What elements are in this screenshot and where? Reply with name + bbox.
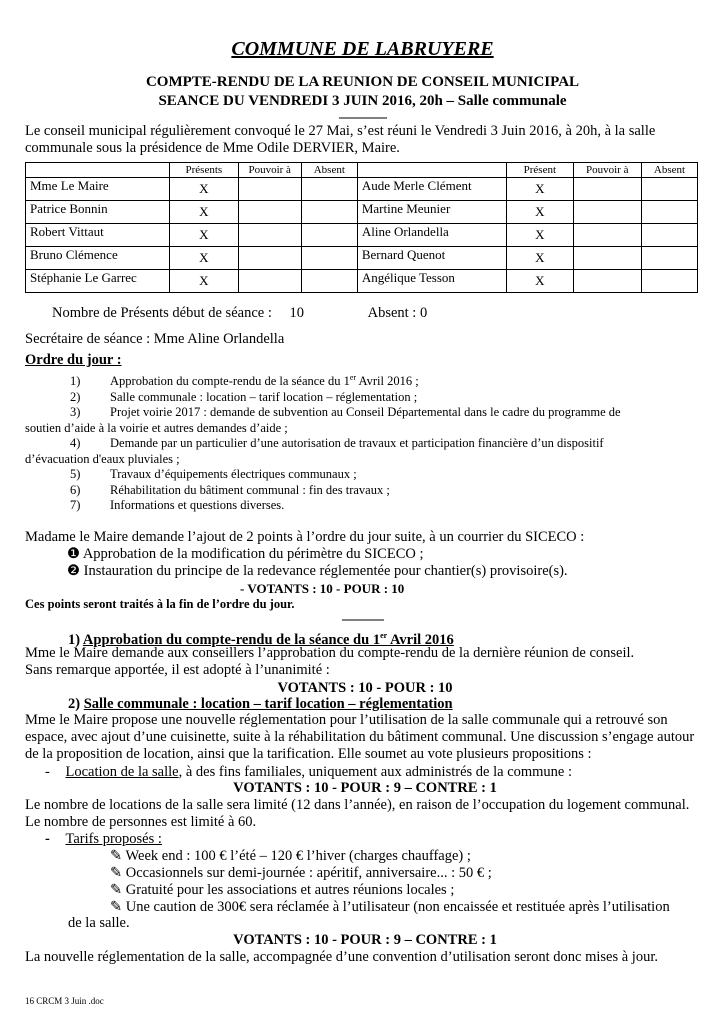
table-header-row [26,163,698,178]
col-absent: Absent [301,163,357,178]
secretary: Secrétaire de séance : Mme Aline Orlandella [25,331,285,347]
vote-result: - VOTANTS : 10 - POUR : 10 [240,581,405,596]
vote-result: VOTANTS : 10 - POUR : 10 [277,680,453,696]
addition-intro: Madame le Maire demande l’ajout de 2 points à l’ordre du jour suite, à un courrier du SICECO : [25,529,585,545]
intro-paragraph: Le conseil municipal régulièrement convoqué le 27 Mai, s’est réuni le Vendredi 3 Juin 2016, à 20h, à la salle communale sous la présidence de Mme Odile DERVIER, Maire. [25,123,656,156]
list-item: 3) Projet voirie 2017 : demande de subvention au Conseil Départemental dans le cadre du programme de [70,405,621,420]
footer-filename: 16 CRCM 3 Juin .doc [25,996,104,1006]
member-name: Bruno Clémence [26,247,170,270]
member-name: Bernard Quenot [357,247,506,270]
list-item: 7) Informations et questions diverses. [70,498,285,513]
tarifs-item: - Tarifs proposés : [45,831,162,847]
col-absent: Absent [641,163,697,178]
member-name: Robert Vittaut [26,224,170,247]
list-item: 6) Réhabilitation du bâtiment communal : fin des travaux ; [70,482,390,497]
present-mark: X [507,224,573,247]
agenda-title: Ordre du jour : [25,352,122,368]
tarif-line: ✎ Week end : 100 € l’été – 120 € l’hiver (charges chauffage) ; [110,848,471,864]
present-mark: X [170,247,238,270]
col-present: Présent [507,163,573,178]
present-mark: X [170,270,238,293]
table-row [26,201,698,224]
member-name: Aude Merle Clément [357,178,506,201]
member-name: Martine Meunier [357,201,506,224]
tarif-line-cont: de la salle. [68,915,130,931]
present-mark: X [170,201,238,224]
table-row [26,247,698,270]
member-name: Patrice Bonnin [26,201,170,224]
presents-count: Nombre de Présents début de séance : 10 Absent : 0 [52,305,428,321]
list-item: 4) Demande par un particulier d’une autorisation de travaux et participation financière d’un dispositif [70,436,604,451]
member-name: Stéphanie Le Garrec [26,270,170,293]
separator: -------------- [341,612,384,626]
list-item-cont: soutien d’aide à la voirie et autres demandes d’aide ; [25,420,288,435]
present-mark: X [507,178,573,201]
location-item: - Location de la salle, à des fins familiales, uniquement aux administrés de la commune : [45,764,573,780]
present-mark: X [507,201,573,224]
tarif-line: ✎ Occasionnels sur demi-journée : apéritif, anniversaire... : 50 € ; [110,865,492,881]
col-pouvoir: Pouvoir à [238,163,301,178]
list-item: 5) Travaux d’équipements électriques communaux ; [70,467,357,482]
section-1-text: Sans remarque apportée, il est adopté à l’unanimité : [25,662,330,678]
tarif-line: ✎ Gratuité pour les associations et autres réunions locales ; [110,882,455,898]
session-title: SEANCE DU VENDREDI 3 JUIN 2016, 20h – Salle communale [158,93,567,109]
member-name: Mme Le Maire [26,178,170,201]
col-presents: Présents [170,163,238,178]
present-mark: X [170,178,238,201]
col-pouvoir: Pouvoir à [573,163,641,178]
present-mark: X [170,224,238,247]
attendance-table [25,162,698,293]
present-mark: X [507,247,573,270]
section-2-text: La nouvelle réglementation de la salle, accompagnée d’une convention d’utilisation seront donc mises à jour. [25,949,658,965]
addition-note: Ces points seront traités à la fin de l’ordre du jour. [25,597,295,611]
member-name: Angélique Tesson [357,270,506,293]
table-row [26,224,698,247]
section-2-text: Mme le Maire propose une nouvelle réglementation pour l’utilisation de la salle communale qui a retrouvé son espace, avec ajout d’une cuisinette, suite à la réhabilitation du bâtiment communal. Une discussion s’engage autour de la proposition de location, ainsi que la tarification. Elle soumet au vote plusieurs propositions : [25,712,695,762]
list-item: 1) Approbation du compte-rendu de la séance du 1er Avril 2016 ; [70,373,419,389]
present-mark: X [507,270,573,293]
list-item: 2) Salle communale : location – tarif location – réglementation ; [70,389,418,404]
list-item-cont: d’évacuation d'eaux pluviales ; [25,451,180,466]
table-row [26,178,698,201]
tarif-line: ✎ Une caution de 300€ sera réclamée à l’utilisateur (non encaissée et restituée après l’utilisation [110,899,670,915]
addition-point-1: ❶ Approbation de la modification du périmètre du SICECO ; [67,546,424,562]
vote-result: VOTANTS : 10 - POUR : 9 – CONTRE : 1 [233,932,497,948]
separator: ---------------- [338,110,387,124]
vote-result: VOTANTS : 10 - POUR : 9 – CONTRE : 1 [233,780,497,796]
agenda-list [25,370,705,514]
section-1-title: 1) Approbation du compte-rendu de la séance du 1er Avril 2016 [68,631,454,648]
member-name: Aline Orlandella [357,224,506,247]
section-2-title: 2) Salle communale : location – tarif location – réglementation [68,696,453,712]
page-title: COMMUNE DE LABRUYERE [231,38,494,60]
section-1-text: Mme le Maire demande aux conseillers l’approbation du compte-rendu de la dernière réunion de conseil. [25,645,635,661]
report-title: COMPTE-RENDU DE LA REUNION DE CONSEIL MUNICIPAL [145,74,580,90]
addition-point-2: ❷ Instauration du principe de la redevance réglementée pour chantier(s) provisoire(s). [67,563,568,579]
section-2-text: Le nombre de locations de la salle sera limité (12 dans l’année), en raison de l’occupation du logement communal. Le nombre de personnes est limité à 60. [25,797,690,830]
table-row [26,270,698,293]
